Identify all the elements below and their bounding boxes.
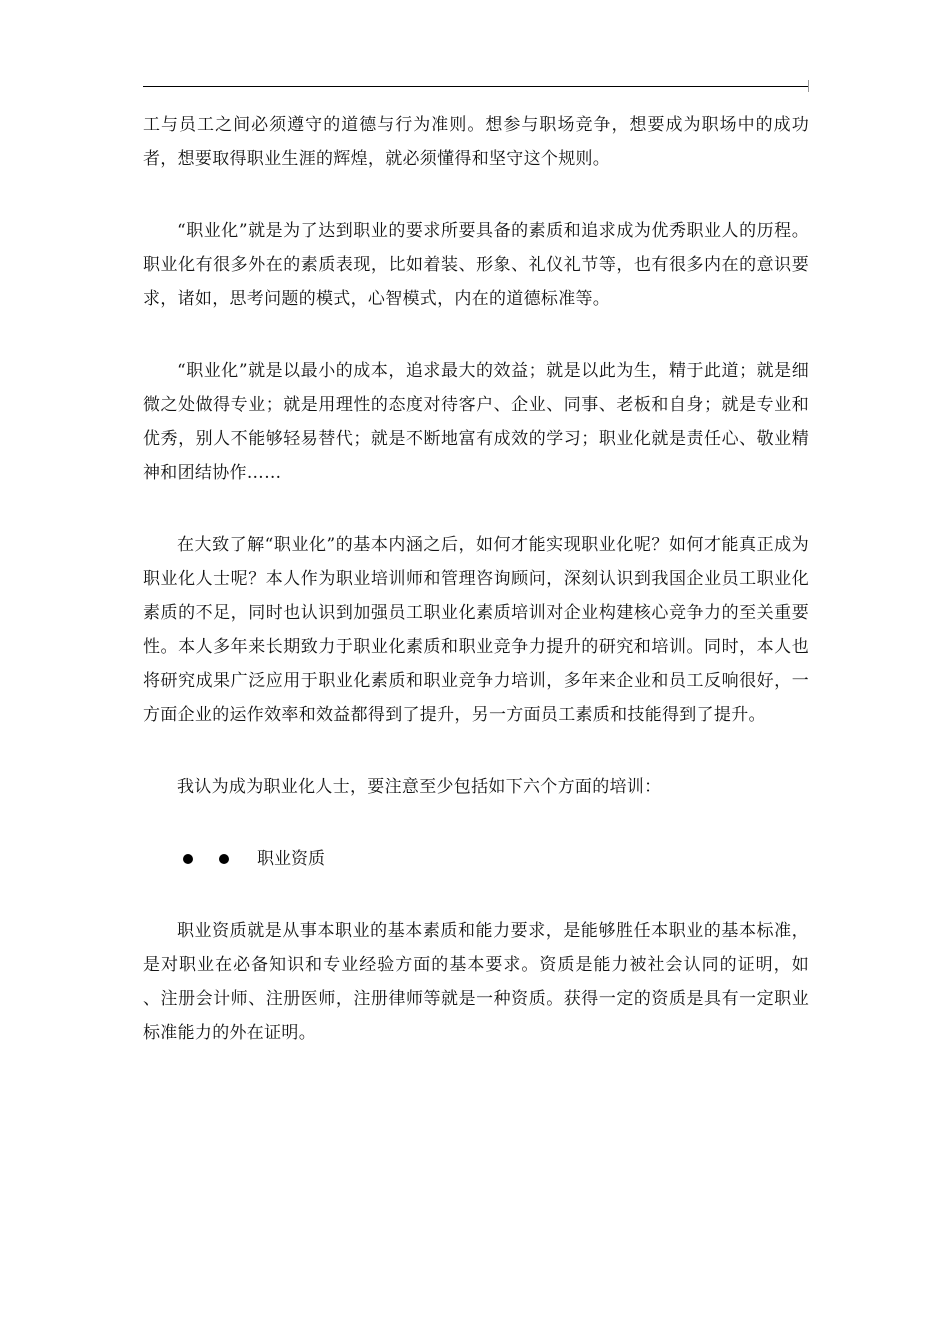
paragraph-professionalization-definition: “职业化”就是为了达到职业的要求所要具备的素质和追求成为优秀职业人的历程。职业化有很多外在的素质表现，比如着装、形象、礼仪礼节等，也有很多内在的意识要求，诸如，思考问题的模式，心智模式，内在的道德标准等。	[143, 221, 809, 309]
paragraph-qualification-definition: 职业资质就是从事本职业的基本素质和能力要求，是能够胜任本职业的基本标准，是对职业在必备知识和专业经验方面的基本要求。资质是能力被社会认同的证明，如 、注册会计师、注册医师，注册律师等就是一种资质。获得一定的资质是具有一定职业标准能力的外在证明。	[143, 921, 844, 1043]
bullet-item-professional-qualification	[143, 842, 809, 876]
bullet-dot-icon	[183, 854, 193, 864]
paragraph-continuation: 工与员工之间必须遵守的道德与行为准则。想参与职场竞争，想要成为职场中的成功者，想要取得职业生涯的辉煌，就必须懂得和坚守这个规则。	[143, 115, 809, 169]
paragraph-author-experience: 在大致了解“职业化”的基本内涵之后，如何才能实现职业化呢？如何才能真正成为职业化人士呢？本人作为职业培训师和管理咨询顾问，深刻认识到我国企业员工职业化素质的不足，同时也认识到加强员工职业化素质培训对企业构建核心竞争力的至关重要性。本人多年来长期致力于职业化素质和职业竞争力提升的研究和培训。同时，本人也将研究成果广泛应用于职业化素质和职业竞争力培训，多年来企业和员工反响很好，一方面企业的运作效率和效益都得到了提升，另一方面员工素质和技能得到了提升。	[143, 535, 809, 725]
paragraph-professionalization-meaning: “职业化”就是以最小的成本，追求最大的效益；就是以此为生，精于此道；就是细微之处做得专业；就是用理性的态度对待客户、企业、同事、老板和自身；就是专业和优秀，别人不能够轻易替代；就是不断地富有成效的学习；职业化就是责任心、敬业精神和团结协作……	[143, 361, 809, 483]
bullet-label: 职业资质	[257, 849, 325, 869]
header-rule	[143, 86, 809, 87]
header-corner-mark	[808, 80, 809, 92]
paragraph-six-aspects-intro: 我认为成为职业化人士，要注意至少包括如下六个方面的培训：	[177, 777, 662, 797]
bullet-dot-icon	[219, 854, 229, 864]
document-body	[143, 108, 844, 1088]
